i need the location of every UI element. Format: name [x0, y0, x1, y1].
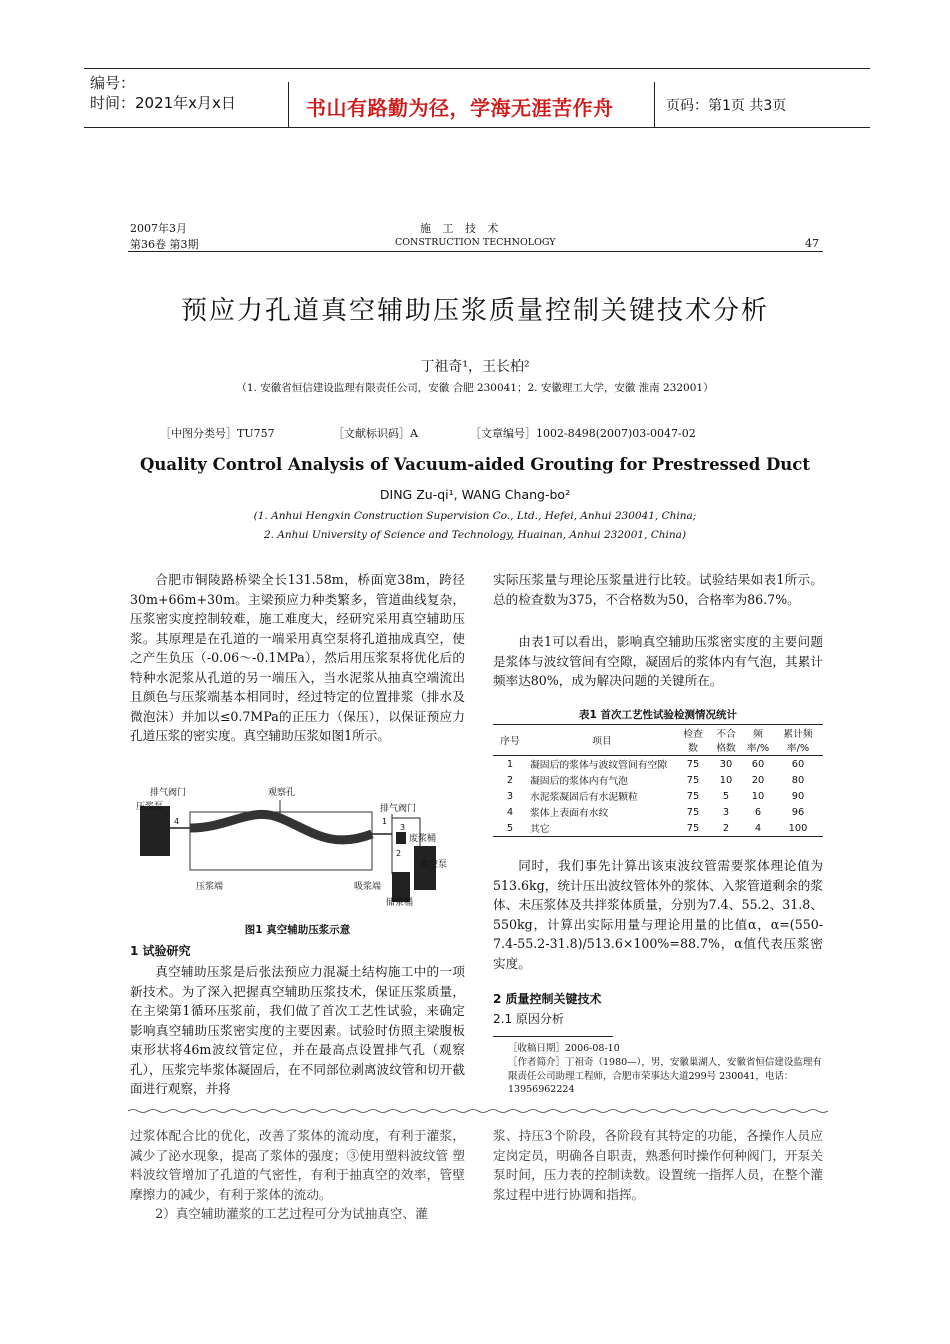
article-number: ［文章编号］1002-8498(2007)03-0047-02 [470, 427, 696, 440]
motto: 书山有路勤为径，学海无涯苦作舟 [306, 96, 614, 120]
document-code: ［文献标识码］A [333, 427, 418, 440]
fig-num-1: 1 [382, 817, 388, 826]
fig-num-3: 3 [400, 823, 406, 832]
section-1-title: 1 试验研究 [130, 944, 191, 958]
bottom-left-paragraph-2: 2）真空辅助灌浆的工艺过程可分为试抽真空、灌 [155, 1206, 428, 1221]
affiliation-cn: （1. 安徽省恒信建设监理有限责任公司，安徽 合肥 230041；2. 安徽理工大学，安徽 淮南 232001） [236, 382, 714, 394]
fig-label-waste-bucket: 废浆桶 [409, 834, 437, 844]
fig-label-exhaust-left: 排气阀门 [150, 788, 187, 798]
table-1 [493, 724, 823, 837]
fig-label-storage-bucket: 储浆桶 [386, 898, 414, 908]
figure-1-caption: 图1 真空辅助压浆示意 [244, 924, 351, 936]
th-check: 检查数 [683, 729, 703, 754]
wavy-separator [128, 1108, 828, 1114]
table-row: 4 浆体上表面有水纹 75 3 6 96 [506, 806, 805, 819]
bottom-left-paragraph: 过浆体配合比的优化，改善了浆体的流动度，有利于灌浆，减少了泌水现象，提高了浆体的强度；③使用塑料波纹管 塑料波纹管增加了孔道的气密性，有利于抽真空的效率，管壁摩擦力的减少，有利于浆体的流动。 [130, 1128, 465, 1202]
th-fail: 不合格数 [716, 729, 736, 754]
authors-en: DING Zu-qi¹, WANG Chang-bo² [379, 487, 571, 502]
table-row: 2 凝固后的浆体内有气泡 75 10 20 80 [506, 774, 805, 787]
title-cn: 预应力孔道真空辅助压浆质量控制关键技术分析 [180, 296, 769, 326]
fig-label-suction-end: 吸浆端 [354, 882, 382, 892]
code-label: 编号： [90, 74, 136, 92]
affiliation-en-1: (1. Anhui Hengxin Construction Supervision Co., Ltd., Hefei, Anhui 230041, China; [253, 510, 697, 522]
author-bio: ［作者简介］丁祖奇（1980—），男，安徽巢湖人，安徽省恒信建设监理有限责任公司助理工程师，合肥市荣事达大道299号 230041，电话：13956962224 [508, 1057, 822, 1095]
journal-name-en: CONSTRUCTION TECHNOLOGY [395, 237, 556, 248]
right-paragraph-1: 实际压浆量与理论压浆量进行比较。试验结果如表1所示。总的检查数为375，不合格数为50，合格率为86.7%。 [493, 572, 823, 607]
fig-label-grout-end: 压浆端 [196, 882, 224, 892]
affiliation-en-2: 2. Anhui University of Science and Technology, Huainan, Anhui 232001, China) [263, 529, 687, 541]
th-item: 项目 [592, 736, 612, 747]
received-date: ［收稿日期］2006-08-10 [508, 1043, 620, 1054]
th-freq: 频率/% [746, 729, 770, 754]
th-cum-freq: 累计频率/% [783, 729, 813, 754]
figure-1 [130, 784, 465, 912]
page-number: 47 [805, 237, 819, 250]
table-row: 5 其它 75 2 4 100 [506, 822, 808, 835]
title-en: Quality Control Analysis of Vacuum-aided Grouting for Prestressed Duct [140, 455, 810, 474]
left-paragraph-1: 合肥市铜陵路桥梁全长131.58m，桥面宽38m，跨径30m+66m+30m。主梁预应力种类繁多，管道曲线复杂，压浆密实度控制较难，施工难度大，经研究采用真空辅助压浆。其原理是在孔道的一端采用真空泵将孔道抽成真空，使之产生负压（-0.06～-0.1MPa），然后用压浆泵将优化后的特种水泥浆从孔道的另一端压入，当水泥浆从抽真空端流出且颜色与压浆端基本相同时，经过特定的位置排浆（排水及微泡沫）并加以≤0.7MPa的正压力（保压），以保证预应力孔道压浆的密实度。真空辅助压浆如图1所示。 [130, 572, 465, 743]
th-index: 序号 [500, 736, 520, 747]
bottom-right-paragraph: 浆、持压3个阶段，各阶段有其特定的功能，各操作人员应定岗定员，明确各自职责，熟悉何时操作何种阀门，开泵关泵时间，压力表的控制读数。设置统一指挥人员，在整个灌浆过程中进行协调和指挥。 [493, 1128, 823, 1202]
authors-cn: 丁祖奇¹，王长柏² [420, 359, 530, 375]
fig-label-grout-pump: 压浆泵 [136, 802, 164, 812]
date-line: 时间：2021年x月x日 [90, 94, 236, 112]
section-2-1-title: 2.1 原因分析 [493, 1012, 564, 1026]
section-2-title: 2 质量控制关键技术 [493, 992, 602, 1006]
fig-num-4: 4 [174, 817, 180, 826]
class-number: ［中图分类号］TU757 [160, 427, 275, 440]
fig-label-observe-hole: 观察孔 [268, 788, 296, 798]
table-row: 1 凝固后的浆体与波纹管间有空隙 75 30 60 60 [506, 758, 805, 771]
fig-label-vacuum-pump: 真空泵 [420, 860, 448, 870]
journal-date: 2007年3月 [130, 222, 187, 235]
left-paragraph-2: 真空辅助压浆是后张法预应力混凝土结构施工中的一项新技术。为了深入把握真空辅助压浆技术，保证压浆质量，在主梁第1循环压浆前，我们做了首次工艺性试验，来确定影响真空辅助压浆密实度的主要因素。试验时仿照主梁腹板束形状将46m波纹管定位，并在最高点设置排气孔（观察孔），压浆完毕浆体凝固后，在不同部位剥离波纹管和切开截面进行观察，并将 [130, 964, 465, 1096]
right-paragraph-3: 同时，我们事先计算出该束波纹管需要浆体理论值为513.6kg，统计压出波纹管体外的浆体、入浆管道剩余的浆体、未压浆体及共拌浆体质量，分别为7.4、55.2、31.8、550kg，计算出实际用量与理论用量的比值α，α=(550-7.4-55.2-31.8)/513.6×100%=88.7%，α值代表压浆密实度。 [493, 858, 823, 971]
journal-volume: 第36卷 第3期 [130, 238, 199, 251]
page-info: 页码：第1页 共3页 [666, 98, 787, 114]
right-paragraph-2: 由表1可以看出，影响真空辅助压浆密实度的主要问题是浆体与波纹管间有空隙，凝固后的浆体内有气泡，其累计频率达80%，成为解决问题的关键所在。 [493, 634, 823, 688]
table-row: 3 水泥浆凝固后有水泥颗粒 75 5 10 90 [506, 790, 805, 803]
fig-num-2: 2 [396, 849, 402, 858]
fig-label-exhaust-right: 排气阀门 [380, 804, 417, 814]
journal-name-cn: 施 工 技 术 [420, 222, 503, 235]
table-1-title: 表1 首次工艺性试验检测情况统计 [579, 709, 737, 721]
